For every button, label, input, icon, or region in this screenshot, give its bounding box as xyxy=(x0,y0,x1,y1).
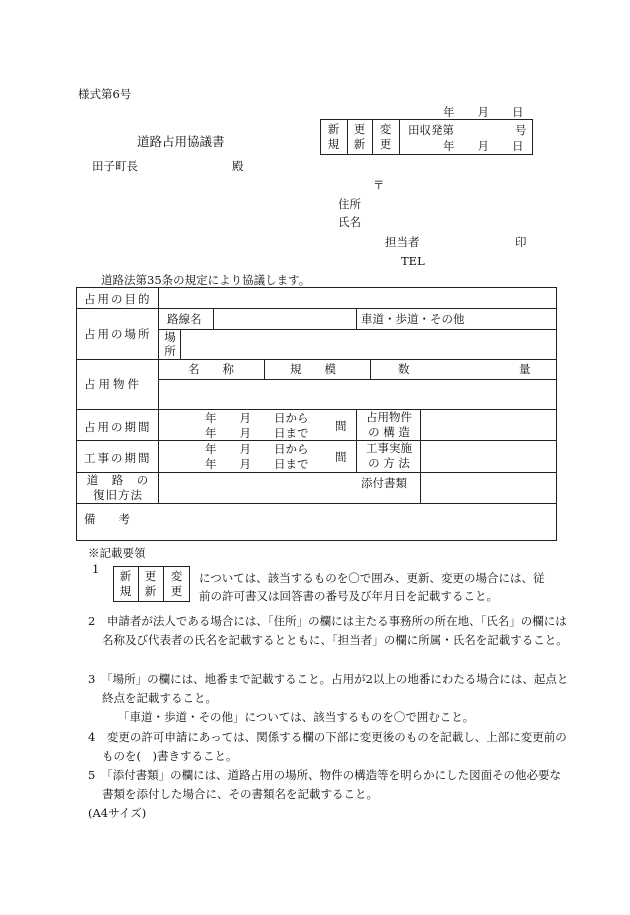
notes-heading: ※記載要領 xyxy=(88,546,146,560)
place-field[interactable] xyxy=(181,330,556,358)
object-field[interactable] xyxy=(159,380,556,408)
object-name-header: 名 称 xyxy=(188,362,234,376)
remarks-field[interactable] xyxy=(150,504,556,540)
note-2: 2 申請者が法人である場合には、「住所」の欄には主たる事務所の所在地、「氏名」の欄には名称及び代表者の氏名を記載するとともに、「担当者」の欄に所属・氏名を記載すること。 xyxy=(88,614,568,647)
submission-date: 年 月 日 xyxy=(443,105,524,119)
kind-change[interactable]: 変 更 xyxy=(379,122,392,151)
work-method-field[interactable] xyxy=(421,441,556,471)
contact-person-label: 担当者 xyxy=(385,235,420,249)
note-kind-new: 新 規 xyxy=(119,569,132,598)
reference-number-label: 田収発第 xyxy=(408,123,454,137)
note-4: 4 変更の許可申請にあっては、関係する欄の下部に変更後のものを記載し、上部に変更前のものを( )書きすること。 xyxy=(88,730,567,763)
work-period-to[interactable]: 年 月 日まで xyxy=(205,457,309,471)
purpose-label: 占用の目的 xyxy=(84,292,152,306)
object-scale-header: 規 模 xyxy=(290,362,336,376)
note-kind-change: 変 更 xyxy=(170,569,183,598)
note-5: 5 「添付書類」の欄には、道路占用の場所、物件の構造等を明らかにした図面その他必要な書類を添付した場合に、その書類名を記載すること。 xyxy=(88,768,562,801)
work-period-between: 間 xyxy=(335,450,347,464)
attachments-label: 添付書類 xyxy=(361,476,407,490)
occupation-period-label: 占用の期間 xyxy=(84,420,152,434)
kind-renew[interactable]: 更 新 xyxy=(353,122,366,151)
remarks-label: 備 考 xyxy=(84,512,130,526)
route-name-label: 路線名 xyxy=(167,312,202,326)
structure-label: 占用物件 の 構 造 xyxy=(366,410,412,439)
restoration-method-label: 道 路 の 復旧方法 xyxy=(86,473,150,502)
intro-statement: 道路法第35条の規定により協議します。 xyxy=(101,273,311,287)
address-label: 住所 xyxy=(338,197,361,211)
note-3: 3 「場所」の欄には、地番まで記載すること。占用が2以上の地番にわたる場合には、起点と終点を記載すること。 xyxy=(88,672,569,705)
structure-field[interactable] xyxy=(421,410,556,439)
addressee: 田子町長 xyxy=(92,159,138,173)
note-3-sub: 「車道・歩道・その他」については、該当するものを〇で囲むこと。 xyxy=(118,710,475,724)
note-1-number: 1 xyxy=(92,562,100,576)
note-kind-renew: 更 新 xyxy=(144,569,157,598)
form-number: 様式第6号 xyxy=(78,87,132,101)
seal-mark: 印 xyxy=(515,235,527,249)
postal-mark: 〒 xyxy=(373,178,385,192)
route-name-field[interactable] xyxy=(214,309,355,328)
object-label: 占用物件 xyxy=(84,377,142,391)
object-quantity-header-right: 量 xyxy=(519,362,531,376)
object-quantity-header-left: 数 xyxy=(398,362,410,376)
name-label: 氏名 xyxy=(338,215,361,229)
location-label: 占用の場所 xyxy=(84,327,152,341)
work-period-label: 工事の期間 xyxy=(84,451,152,465)
paper-size-note: (A4サイズ) xyxy=(88,806,147,820)
occupation-period-from[interactable]: 年 月 日から xyxy=(205,411,309,425)
reference-date: 年 月 日 xyxy=(443,139,524,153)
place-label: 場 所 xyxy=(164,330,176,358)
occupation-period-between: 間 xyxy=(335,419,347,433)
note-1-text-a: については、該当するものを〇で囲み、更新、変更の場合には、従 xyxy=(199,571,545,585)
purpose-field[interactable] xyxy=(159,289,556,307)
attachments-field[interactable] xyxy=(421,473,556,502)
road-type-options[interactable]: 車道・歩道・その他 xyxy=(361,312,465,326)
document-title: 道路占用協議書 xyxy=(137,134,225,149)
restoration-method-field[interactable] xyxy=(159,473,355,502)
reference-number-suffix: 号 xyxy=(515,123,527,137)
honorific: 殿 xyxy=(232,159,244,173)
tel-label: TEL xyxy=(401,254,425,268)
occupation-period-to[interactable]: 年 月 日まで xyxy=(205,426,309,440)
work-method-label: 工事実施 の 方 法 xyxy=(366,441,412,470)
kind-new[interactable]: 新 規 xyxy=(327,122,340,151)
work-period-from[interactable]: 年 月 日から xyxy=(205,442,309,456)
note-1-text-b: 前の許可書又は回答書の番号及び年月日を記載すること。 xyxy=(199,589,498,603)
